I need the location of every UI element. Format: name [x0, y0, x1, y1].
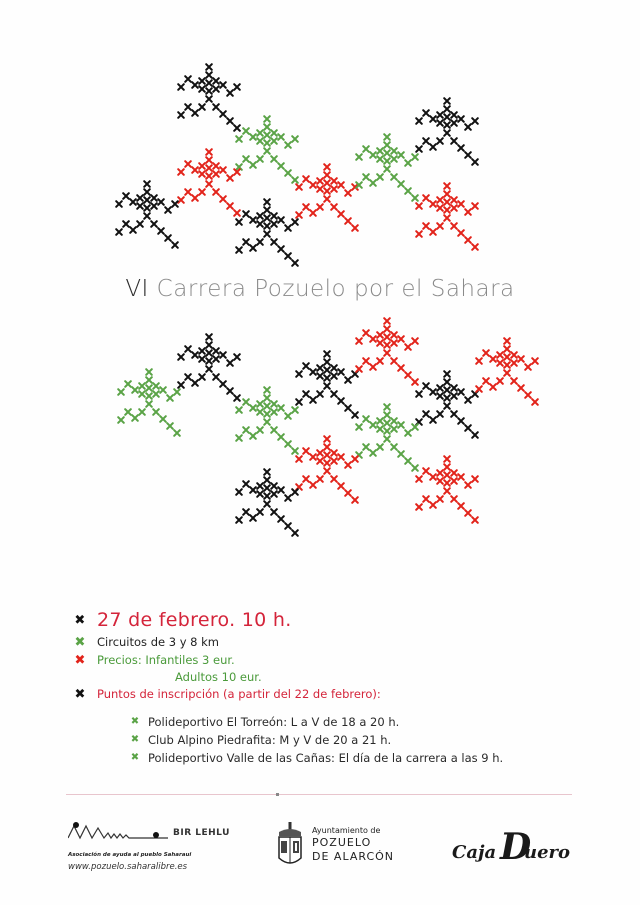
- bir-lehlu-url: www.pozuelo.saharalibre.es: [68, 862, 188, 872]
- cross-stitch-figure-icon: [116, 181, 178, 248]
- cross-stitch-figure-icon: [416, 98, 478, 165]
- cross-stitch-figure-icon: [178, 149, 240, 216]
- site-text: Polideportivo Valle de las Cañas: El día de la carrera a las 9 h.: [148, 751, 504, 765]
- cross-stitch-bullet-icon: ✖: [74, 612, 86, 628]
- cross-stitch-figure-icon: [236, 116, 298, 183]
- caja-duero-part1: Caja: [452, 842, 497, 863]
- cross-stitch-figure-icon: [236, 199, 298, 266]
- bir-lehlu-subtitle: Asociación de ayuda al pueblo Saharaui: [68, 852, 192, 858]
- cross-stitch-figure-icon: [476, 338, 538, 405]
- circuits-text: Circuitos de 3 y 8 km: [97, 635, 219, 649]
- bir-lehlu-name: BIR LEHLU: [173, 828, 230, 838]
- cross-stitch-figure-icon: [178, 64, 240, 131]
- site-item: [130, 749, 503, 767]
- cross-stitch-bullet-icon: ✖: [130, 716, 140, 727]
- registration-row: [73, 685, 593, 703]
- cross-stitch-bullet-icon: ✖: [74, 634, 86, 650]
- bir-lehlu-logo: [68, 822, 258, 872]
- cross-stitch-figure-icon: [356, 404, 418, 471]
- ayuntamiento-text: [312, 826, 394, 864]
- prices-adults-row: [73, 669, 593, 685]
- cross-stitch-bullet-icon: ✖: [130, 752, 140, 763]
- date-text: 27 de febrero. 10 h.: [97, 609, 292, 631]
- prices-text: Precios: Infantiles 3 eur.: [97, 653, 235, 667]
- cross-stitch-figure-icon: [296, 436, 358, 503]
- cross-stitch-figure-icon: [236, 469, 298, 536]
- prices-adults-text: Adultos 10 eur.: [175, 670, 262, 684]
- caja-duero-logo: [450, 820, 580, 870]
- ayuntamiento-line1: Ayuntamiento de: [312, 826, 381, 835]
- cross-stitch-figure-icon: [118, 369, 180, 436]
- cross-stitch-figure-icon: [236, 387, 298, 454]
- divider-dot: [276, 793, 279, 796]
- poster-title: [0, 276, 640, 302]
- caja-duero-part2: uero: [524, 842, 571, 863]
- site-text: Club Alpino Piedrafita: M y V de 20 a 21 h.: [148, 733, 392, 747]
- divider: [66, 794, 572, 795]
- circuits-row: [73, 633, 593, 651]
- cross-stitch-bullet-icon: ✖: [74, 652, 86, 668]
- cross-stitch-figure-icon: [296, 351, 358, 418]
- cross-stitch-figure-icon: [416, 456, 478, 523]
- cross-stitch-figure-icon: [416, 371, 478, 438]
- cross-stitch-bullet-icon: ✖: [130, 734, 140, 745]
- title-text: Carrera Pozuelo por el Sahara: [156, 276, 515, 302]
- ayuntamiento-logo: [276, 822, 416, 872]
- ayuntamiento-line3: DE ALARCÓN: [312, 850, 395, 863]
- caja-duero-initial: D: [500, 826, 532, 868]
- date-row: [73, 607, 593, 633]
- cross-stitch-figure-icon: [356, 134, 418, 201]
- event-info: [73, 607, 593, 703]
- coat-of-arms-icon: [276, 822, 304, 870]
- mountains-logo-icon: [68, 822, 168, 842]
- ayuntamiento-line2: POZUELO: [312, 836, 372, 849]
- site-text: Polideportivo El Torreón: L a V de 18 a 20 h.: [148, 715, 400, 729]
- registration-text: Puntos de inscripción (a partir del 22 de febrero):: [97, 687, 381, 701]
- prices-row: [73, 651, 593, 669]
- cross-stitch-figure-icon: [356, 318, 418, 385]
- registration-sites: [130, 713, 503, 767]
- site-item: [130, 713, 503, 731]
- cross-stitch-figure-icon: [178, 334, 240, 401]
- cross-stitch-bullet-icon: ✖: [74, 686, 86, 702]
- title-number: VI: [125, 276, 149, 302]
- cross-stitch-figure-icon: [416, 183, 478, 250]
- site-item: [130, 731, 503, 749]
- cross-stitch-figure-icon: [296, 164, 358, 231]
